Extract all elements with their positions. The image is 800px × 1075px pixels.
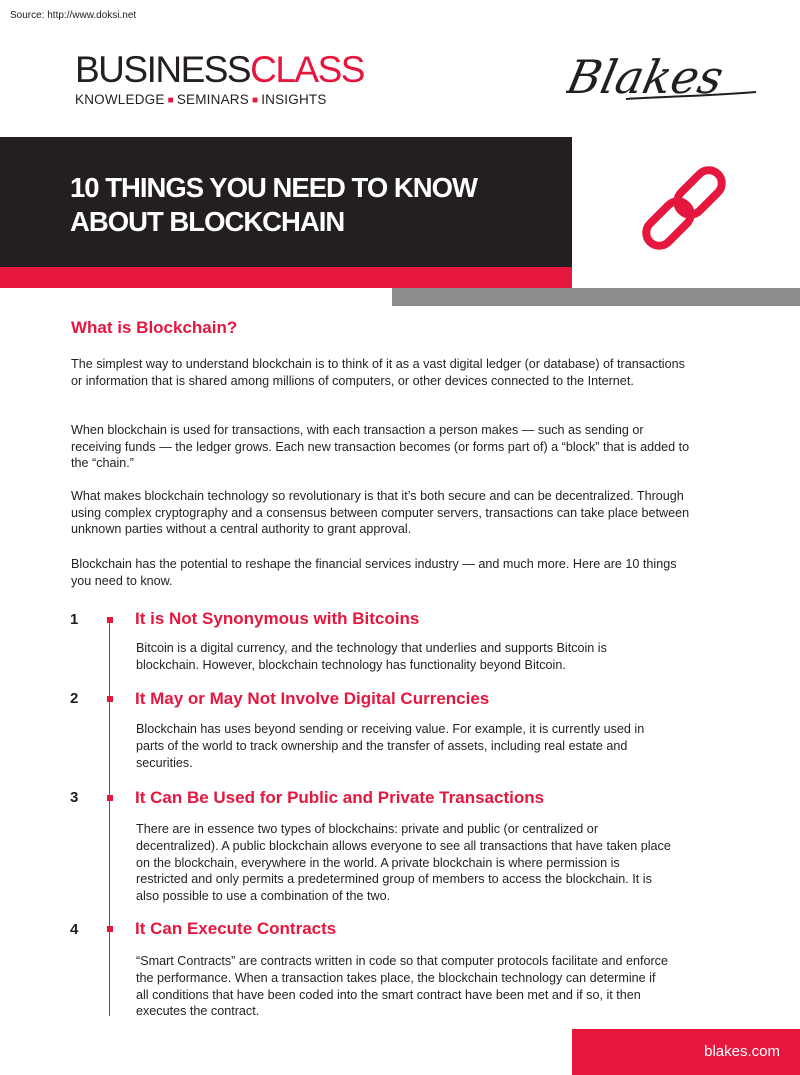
item-text: “Smart Contracts” are contracts written in code so that computer protocols facilitate and enforce the performance. When a transaction takes place, the blockchain technology can determine if all conditions that have been coded into the smart contract have been met and if so, it then executes the contract. [136, 954, 668, 1019]
timeline-line [109, 619, 110, 1016]
business-class-wordmark: BUSINESSCLASS [75, 49, 364, 90]
item-number: 4 [70, 921, 79, 938]
title-banner [0, 137, 572, 267]
item-number: 1 [70, 611, 79, 628]
item-heading: It Can Execute Contracts [135, 919, 337, 938]
intro-paragraph-4: Blockchain has the potential to reshape the financial services industry — and much more. Here are 10 things you need to know. [71, 557, 677, 588]
intro-paragraph-3: What makes blockchain technology so revolutionary is that it’s both secure and can be decentralized. Through using complex cryptography and a consensus between computer servers, transactions can take place between unknown parties without a central authority to grant approval. [71, 489, 690, 536]
footer-url[interactable]: blakes.com [704, 1043, 780, 1060]
item-heading: It Can Be Used for Public and Private Transactions [135, 788, 545, 807]
svg-text:Blakes: Blakes [566, 50, 729, 104]
business-class-logo [75, 50, 364, 107]
item-number: 3 [70, 789, 79, 806]
section-heading: What is Blockchain? [71, 318, 238, 337]
item-text: There are in essence two types of blockchains: private and public (or centralized or decentralized). A public blockchain allows everyone to see all transactions that have taken place on the blockchain, everywhere in the world. A private blockchain is where permission is restricted and only permits a predetermined group of members to access the blockchain. It is also possible to use a combination of the two. [136, 822, 671, 904]
item-marker [107, 926, 113, 932]
item-marker [107, 696, 113, 702]
item-number: 2 [70, 690, 79, 707]
intro-paragraph-1: The simplest way to understand blockchain is to think of it as a vast digital ledger (or database) of transactions or information that is shared among millions of computers, or other devices connected to the Internet. [71, 357, 685, 388]
item-text: Bitcoin is a digital currency, and the technology that underlies and supports Bitcoin is blockchain. However, blockchain technology has functionality beyond Bitcoin. [136, 641, 607, 672]
source-note: Source: http://www.doksi.net [10, 10, 137, 21]
business-class-tagline: KNOWLEDGE ■ SEMINARS ■ INSIGHTS [75, 92, 327, 107]
item-heading: It is Not Synonymous with Bitcoins [135, 609, 420, 628]
item-heading: It May or May Not Involve Digital Currencies [135, 689, 490, 708]
page-title: 10 THINGS YOU NEED TO KNOW ABOUT BLOCKCHAIN [70, 172, 477, 237]
grey-accent-bar [392, 288, 800, 306]
blakes-signature-logo [566, 48, 761, 110]
blakes-logo [566, 48, 761, 115]
chain-link-icon [632, 156, 736, 265]
intro-paragraph-2: When blockchain is used for transactions, with each transaction a person makes — such as sending or receiving funds — the ledger grows. Each new transaction becomes (or forms part of) a “block” that is added to the “chain.” [71, 423, 690, 470]
banner-red-stripe [0, 267, 572, 288]
item-text: Blockchain has uses beyond sending or receiving value. For example, it is currently used in parts of the world to track ownership and the transfer of assets, including real estate and securities. [136, 722, 645, 770]
footer-bar [572, 1029, 800, 1075]
item-marker [107, 795, 113, 801]
item-marker [107, 617, 113, 623]
